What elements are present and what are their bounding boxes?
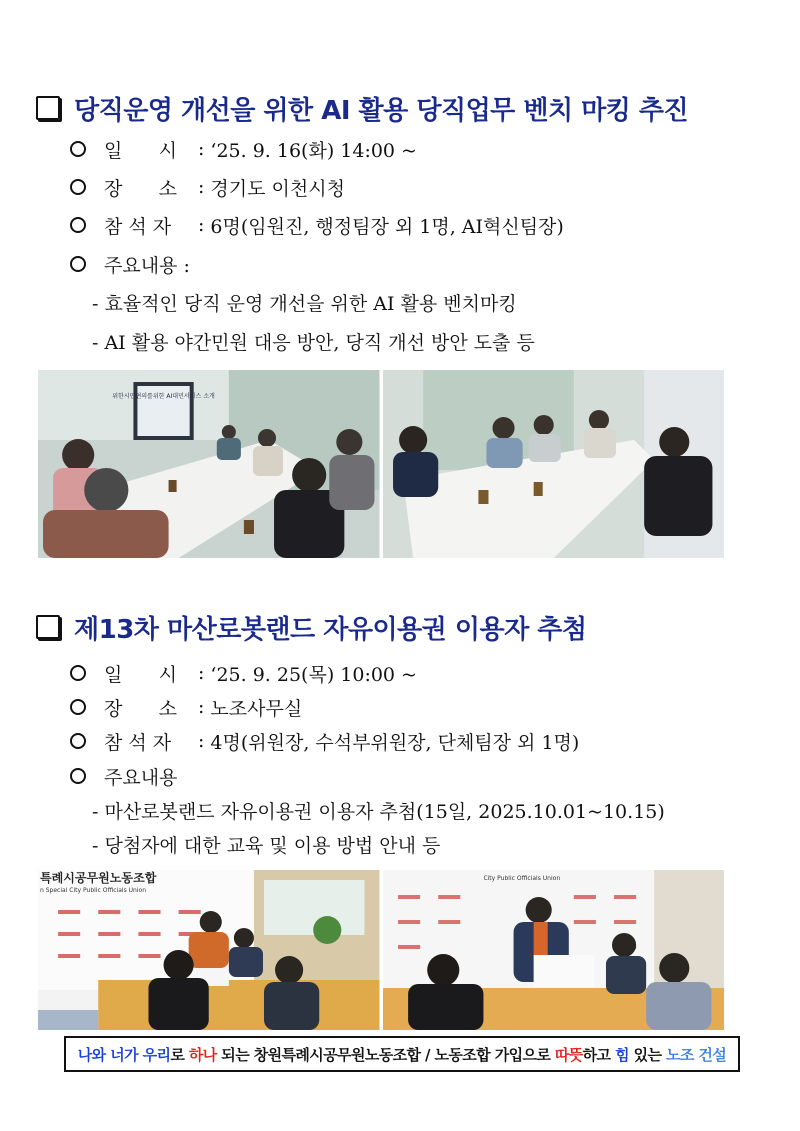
section1-title: 당직운영 개선을 위한 AI 활용 당직업무 벤치 마킹 추진	[74, 95, 689, 126]
section1-photos	[38, 370, 724, 558]
section2-row-date	[70, 658, 417, 688]
row-value: 4명(위원장, 수석부위원장, 단체팀장 외 1명)	[210, 731, 580, 754]
slogan-banner	[64, 1036, 740, 1072]
screen-text: 위한시민편의를위한 AI대민서비스 소개	[112, 393, 215, 400]
section1-heading	[36, 88, 688, 128]
section1-row-attendees	[70, 210, 564, 240]
circle-bullet-icon	[70, 733, 86, 749]
circle-bullet-icon	[70, 217, 86, 233]
section1-row-date	[70, 134, 417, 164]
circle-bullet-icon	[70, 256, 86, 272]
slogan-part: 하고	[582, 1045, 616, 1064]
circle-bullet-icon	[70, 141, 86, 157]
colon: :	[198, 662, 205, 684]
section1-row-place	[70, 172, 345, 202]
section2-title: 제13차 마산로봇랜드 자유이용권 이용자 추첨	[74, 614, 587, 645]
section2-row-place	[70, 692, 302, 722]
checkbox-icon	[36, 615, 60, 639]
section1-row-main	[70, 249, 190, 279]
meeting-photo-left	[38, 370, 380, 558]
slogan-part: 로	[170, 1045, 189, 1064]
circle-bullet-icon	[70, 665, 86, 681]
row-value: 노조사무실	[210, 697, 303, 720]
colon: :	[198, 696, 205, 718]
row-label: 일 시	[104, 663, 177, 686]
row-value: 6명(임원진, 행정팀장 외 1명, AI혁신팀장)	[210, 215, 564, 238]
row-label: 장 소	[104, 697, 177, 720]
slogan-part: 우리	[142, 1045, 171, 1064]
section2-detail-1: - 마산로봇랜드 자유이용권 이용자 추첨(15일, 2025.10.01~10.15)	[92, 800, 665, 823]
section1-detail-2: - AI 활용 야간민원 대응 방안, 당직 개선 방안 도출 등	[92, 331, 535, 354]
row-label: 참 석 자	[104, 215, 172, 238]
row-label: 장 소	[104, 177, 177, 200]
section2-photos	[38, 870, 724, 1030]
draw-photo-right	[383, 870, 725, 1030]
colon: :	[198, 138, 205, 160]
slogan-part: 나와	[77, 1045, 111, 1064]
row-label: 일 시	[104, 139, 177, 162]
slogan-part: 따뜻	[554, 1045, 583, 1064]
colon: :	[198, 176, 205, 198]
colon: :	[198, 214, 205, 236]
circle-bullet-icon	[70, 699, 86, 715]
row-label: 주요내용 :	[104, 254, 190, 277]
circle-bullet-icon	[70, 768, 86, 784]
slogan-part: 힘	[615, 1045, 629, 1064]
wall-text-en: City Public Officials Union	[482, 875, 560, 882]
row-value: 경기도 이천시청	[210, 177, 345, 200]
slogan-part: 되는 창원특례시공무원노동조합 / 노동조합 가입으로	[216, 1045, 555, 1064]
row-value: ‘25. 9. 16(화) 14:00 ~	[210, 139, 417, 162]
circle-bullet-icon	[70, 179, 86, 195]
slogan-part: 너가	[110, 1045, 143, 1064]
slogan-part: 노조 건설	[666, 1045, 727, 1064]
slogan-part: 있는	[628, 1045, 666, 1064]
wall-text: 특례시공무원노동조합	[40, 871, 157, 885]
section2-heading	[36, 607, 586, 647]
row-value: ‘25. 9. 25(목) 10:00 ~	[210, 663, 417, 686]
checkbox-icon	[36, 96, 60, 120]
section2-row-attendees	[70, 726, 579, 756]
meeting-photo-right	[383, 370, 725, 558]
row-label: 주요내용	[104, 766, 178, 789]
slogan-part: 하나	[188, 1045, 217, 1064]
row-label: 참 석 자	[104, 731, 172, 754]
draw-photo-left	[38, 870, 380, 1030]
colon: :	[198, 730, 205, 752]
section2-row-main	[70, 761, 177, 791]
section1-detail-1: - 효율적인 당직 운영 개선을 위한 AI 활용 벤치마킹	[92, 292, 517, 315]
wall-text-en: n Special City Public Officials Union	[40, 887, 147, 894]
section2-detail-2: - 당첨자에 대한 교육 및 이용 방법 안내 등	[92, 834, 441, 857]
